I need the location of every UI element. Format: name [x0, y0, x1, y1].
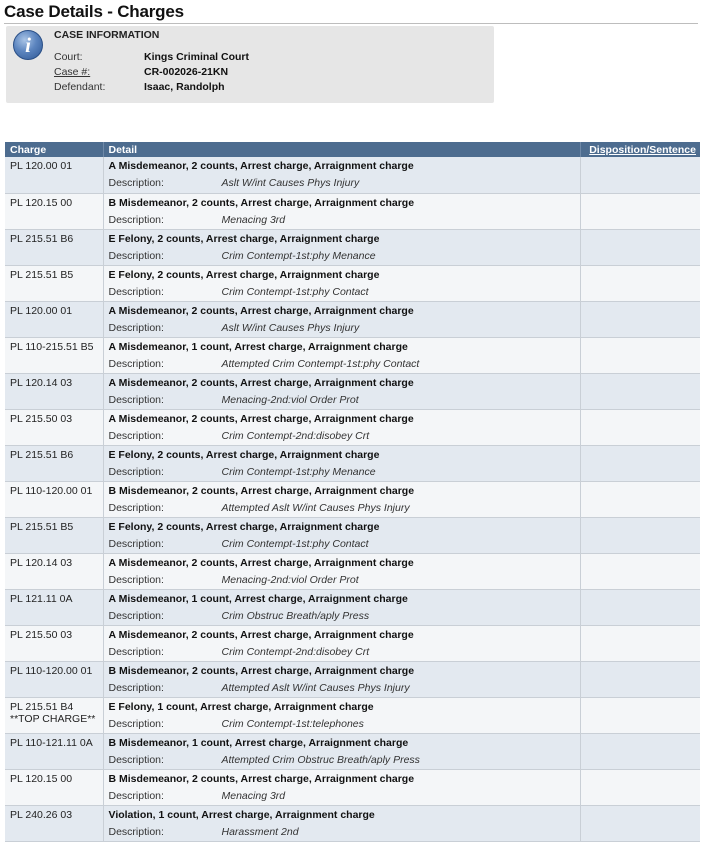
- court-value: Kings Criminal Court: [144, 51, 250, 63]
- description-value: Aslt W/int Causes Phys Injury: [221, 177, 360, 189]
- defendant-row: [54, 81, 225, 93]
- detail-cell: [103, 661, 580, 697]
- charge-cell: [5, 517, 103, 553]
- charge-description-line: [109, 823, 575, 841]
- charge-detail: E Felony, 1 count, Arrest charge, Arraignment charge: [108, 700, 374, 713]
- case-number-value: CR-002026-21KN: [144, 66, 229, 78]
- charge-code: PL 215.51 B6: [10, 232, 74, 245]
- charge-code: PL 215.50 03: [10, 628, 73, 641]
- charge-detail: A Misdemeanor, 2 counts, Arrest charge, Arraignment charge: [108, 628, 414, 641]
- defendant-label: Defendant:: [54, 81, 106, 93]
- disposition-cell: [580, 733, 700, 769]
- detail-cell: [103, 337, 580, 373]
- case-number-label[interactable]: Case #:: [54, 66, 91, 78]
- description-label: Description:: [108, 825, 164, 838]
- disposition-column-header[interactable]: Disposition/Sentence: [580, 142, 700, 157]
- charge-cell: [5, 481, 103, 517]
- charge-description-line: [109, 751, 575, 769]
- description-value: Crim Contempt-1st:phy Contact: [221, 537, 369, 550]
- charge-code: PL 110-215.51 B5: [10, 340, 94, 353]
- charge-detail: E Felony, 2 counts, Arrest charge, Arraignment charge: [108, 448, 380, 461]
- detail-cell: [103, 517, 580, 553]
- charge-cell: [5, 553, 103, 589]
- charges-table-body: [5, 157, 700, 841]
- detail-cell: [103, 553, 580, 589]
- description-value: Crim Contempt-2nd:disobey Crt: [221, 645, 370, 658]
- description-value: Menacing 3rd: [221, 213, 286, 226]
- disposition-cell: [580, 517, 700, 553]
- detail-cell: [103, 409, 580, 445]
- charge-code: PL 110-120.00 01: [10, 484, 93, 497]
- description-label: Description:: [108, 645, 164, 658]
- disposition-cell: [580, 625, 700, 661]
- description-value: Attempted Aslt W/int Causes Phys Injury: [221, 501, 410, 514]
- disposition-cell: [580, 301, 700, 337]
- charge-description-line: [109, 463, 575, 481]
- charge-description-line: [109, 211, 575, 229]
- charge-code: PL 120.00 01: [10, 304, 73, 317]
- charge-cell: [5, 157, 103, 193]
- charge-code: PL 120.14 03: [10, 376, 73, 389]
- case-information-panel: [6, 26, 494, 103]
- charge-detail: A Misdemeanor, 1 count, Arrest charge, Arraignment charge: [108, 592, 408, 605]
- page-title: Case Details - Charges: [4, 2, 184, 21]
- table-row: [5, 157, 700, 193]
- charge-description-line: [109, 283, 575, 301]
- description-label: Description:: [108, 573, 164, 586]
- disposition-cell: [580, 409, 700, 445]
- charge-description-line: [109, 499, 575, 517]
- info-icon: i: [13, 30, 43, 60]
- detail-column-header: Detail: [103, 142, 580, 157]
- table-row: [5, 697, 700, 733]
- description-value: Crim Contempt-2nd:disobey Crt: [221, 429, 370, 442]
- table-row: [5, 481, 700, 517]
- charge-cell: [5, 733, 103, 769]
- table-row: [5, 265, 700, 301]
- disposition-cell: [580, 805, 700, 841]
- charge-cell: [5, 337, 103, 373]
- charge-detail: B Misdemeanor, 2 counts, Arrest charge, Arraignment charge: [108, 484, 415, 497]
- charge-detail: E Felony, 2 counts, Arrest charge, Arraignment charge: [108, 520, 380, 533]
- detail-cell: [103, 481, 580, 517]
- description-value: Crim Contempt-1st:telephones: [221, 717, 364, 730]
- charge-detail: B Misdemeanor, 2 counts, Arrest charge, Arraignment charge: [108, 196, 415, 209]
- charge-code: PL 120.14 03: [10, 556, 73, 569]
- description-value: Crim Obstruc Breath/aply Press: [221, 609, 370, 622]
- charge-description-line: [109, 715, 575, 733]
- description-label: Description:: [108, 609, 164, 622]
- charge-code: PL 121.11 0A: [10, 592, 73, 605]
- description-value: Crim Contempt-1st:phy Menance: [221, 465, 376, 478]
- table-row: [5, 589, 700, 625]
- charge-code: PL 120.15 00: [10, 196, 73, 209]
- charge-detail: A Misdemeanor, 2 counts, Arrest charge, Arraignment charge: [108, 412, 414, 425]
- description-label: Description:: [108, 501, 164, 514]
- table-row: [5, 769, 700, 805]
- description-value: Crim Contempt-1st:phy Menance: [221, 249, 376, 262]
- charge-detail: B Misdemeanor, 1 count, Arrest charge, Arraignment charge: [108, 736, 409, 749]
- description-value: Menacing-2nd:viol Order Prot: [221, 393, 359, 406]
- charge-code: PL 240.26 03: [10, 808, 73, 821]
- description-label: Description:: [108, 681, 164, 694]
- description-value: Attempted Crim Obstruc Breath/aply Press: [221, 753, 420, 766]
- description-label: Description:: [108, 249, 164, 262]
- charge-description-line: [109, 174, 575, 192]
- charge-cell: [5, 805, 103, 841]
- table-row: [5, 337, 700, 373]
- disposition-cell: [580, 769, 700, 805]
- disposition-cell: [580, 661, 700, 697]
- charge-description-line: [109, 571, 575, 589]
- description-value: Menacing-2nd:viol Order Prot: [221, 573, 359, 586]
- defendant-value: Isaac, Randolph: [144, 81, 225, 93]
- description-label: Description:: [108, 213, 164, 226]
- charge-code: PL 215.51 B5: [10, 520, 74, 533]
- charge-description-line: [109, 247, 575, 265]
- table-row: [5, 517, 700, 553]
- description-value: Crim Contempt-1st:phy Contact: [221, 285, 369, 298]
- table-row: [5, 625, 700, 661]
- description-label: Description:: [108, 537, 164, 550]
- detail-cell: [103, 625, 580, 661]
- detail-cell: [103, 265, 580, 301]
- table-header-row: [5, 142, 700, 157]
- charge-cell: [5, 301, 103, 337]
- disposition-cell: [580, 697, 700, 733]
- charge-description-line: [109, 607, 575, 625]
- description-value: Attempted Aslt W/int Causes Phys Injury: [221, 681, 410, 694]
- table-row: [5, 229, 700, 265]
- charge-cell: [5, 229, 103, 265]
- charge-code: PL 215.51 B5: [10, 268, 74, 281]
- table-row: [5, 553, 700, 589]
- description-label: Description:: [108, 393, 164, 406]
- charge-detail: A Misdemeanor, 2 counts, Arrest charge, Arraignment charge: [108, 376, 414, 389]
- detail-cell: [103, 157, 580, 193]
- court-row: [54, 51, 249, 63]
- charge-detail: E Felony, 2 counts, Arrest charge, Arraignment charge: [108, 232, 380, 245]
- charge-detail: E Felony, 2 counts, Arrest charge, Arraignment charge: [108, 268, 380, 281]
- charge-cell: [5, 265, 103, 301]
- detail-cell: [103, 697, 580, 733]
- charge-cell: [5, 661, 103, 697]
- charge-description-line: [109, 391, 575, 409]
- title-divider: [4, 23, 698, 24]
- charge-detail: A Misdemeanor, 2 counts, Arrest charge, Arraignment charge: [108, 304, 414, 317]
- description-value: Menacing 3rd: [221, 789, 286, 802]
- detail-cell: [103, 229, 580, 265]
- table-row: [5, 409, 700, 445]
- charge-code: PL 110-121.11 0A: [10, 736, 93, 749]
- case-number-row: [54, 66, 228, 78]
- detail-cell: [103, 445, 580, 481]
- charge-code: PL 215.50 03: [10, 412, 73, 425]
- disposition-cell: [580, 589, 700, 625]
- charge-description-line: [109, 643, 575, 661]
- table-row: [5, 445, 700, 481]
- detail-cell: [103, 733, 580, 769]
- detail-cell: [103, 589, 580, 625]
- charge-cell: [5, 373, 103, 409]
- disposition-cell: [580, 481, 700, 517]
- charge-description-line: [109, 679, 575, 697]
- charge-cell: [5, 697, 103, 733]
- charge-detail: A Misdemeanor, 1 count, Arrest charge, Arraignment charge: [108, 340, 408, 353]
- charge-description-line: [109, 535, 575, 553]
- description-label: Description:: [108, 789, 164, 802]
- charge-description-line: [109, 427, 575, 445]
- charge-description-line: [109, 319, 575, 337]
- description-label: Description:: [108, 177, 164, 189]
- description-label: Description:: [108, 753, 164, 766]
- disposition-cell: [580, 157, 700, 193]
- charge-description-line: [109, 787, 575, 805]
- description-value: Aslt W/int Causes Phys Injury: [221, 321, 360, 334]
- charge-cell: [5, 589, 103, 625]
- charge-cell: [5, 769, 103, 805]
- disposition-cell: [580, 553, 700, 589]
- charges-table: [5, 142, 700, 842]
- description-label: Description:: [108, 717, 164, 730]
- table-row: [5, 805, 700, 841]
- charge-description-line: [109, 355, 575, 373]
- description-label: Description:: [108, 357, 164, 370]
- detail-cell: [103, 805, 580, 841]
- description-label: Description:: [108, 465, 164, 478]
- charge-cell: [5, 445, 103, 481]
- detail-cell: [103, 373, 580, 409]
- description-value: Attempted Crim Contempt-1st:phy Contact: [221, 357, 420, 370]
- table-row: [5, 733, 700, 769]
- charge-code: PL 215.51 B6: [10, 448, 74, 461]
- disposition-cell: [580, 193, 700, 229]
- description-value: Harassment 2nd: [221, 825, 299, 838]
- charge-code: PL 215.51 B4: [10, 700, 74, 713]
- disposition-cell: [580, 265, 700, 301]
- table-row: [5, 373, 700, 409]
- case-information-heading: CASE INFORMATION: [54, 29, 160, 41]
- table-row: [5, 193, 700, 229]
- charge-detail: A Misdemeanor, 2 counts, Arrest charge, Arraignment charge: [108, 556, 414, 569]
- charge-detail: Violation, 1 count, Arrest charge, Arraignment charge: [108, 808, 375, 821]
- disposition-cell: [580, 445, 700, 481]
- table-row: [5, 661, 700, 697]
- charge-cell: [5, 625, 103, 661]
- charge-cell: [5, 409, 103, 445]
- charge-detail: B Misdemeanor, 2 counts, Arrest charge, Arraignment charge: [108, 664, 415, 677]
- charge-detail: B Misdemeanor, 2 counts, Arrest charge, Arraignment charge: [108, 772, 415, 785]
- description-label: Description:: [108, 429, 164, 442]
- disposition-cell: [580, 337, 700, 373]
- disposition-cell: [580, 373, 700, 409]
- top-charge-note: **TOP CHARGE**: [10, 712, 96, 725]
- court-label: Court:: [54, 51, 83, 63]
- charge-cell: [5, 193, 103, 229]
- description-label: Description:: [108, 285, 164, 298]
- charge-code: PL 120.15 00: [10, 772, 73, 785]
- charge-detail: A Misdemeanor, 2 counts, Arrest charge, Arraignment charge: [108, 160, 414, 172]
- charge-column-header: Charge: [5, 142, 103, 157]
- disposition-cell: [580, 229, 700, 265]
- detail-cell: [103, 769, 580, 805]
- description-label: Description:: [108, 321, 164, 334]
- charge-code: PL 120.00 01: [10, 160, 73, 172]
- table-row: [5, 301, 700, 337]
- charge-code: PL 110-120.00 01: [10, 664, 93, 677]
- detail-cell: [103, 301, 580, 337]
- detail-cell: [103, 193, 580, 229]
